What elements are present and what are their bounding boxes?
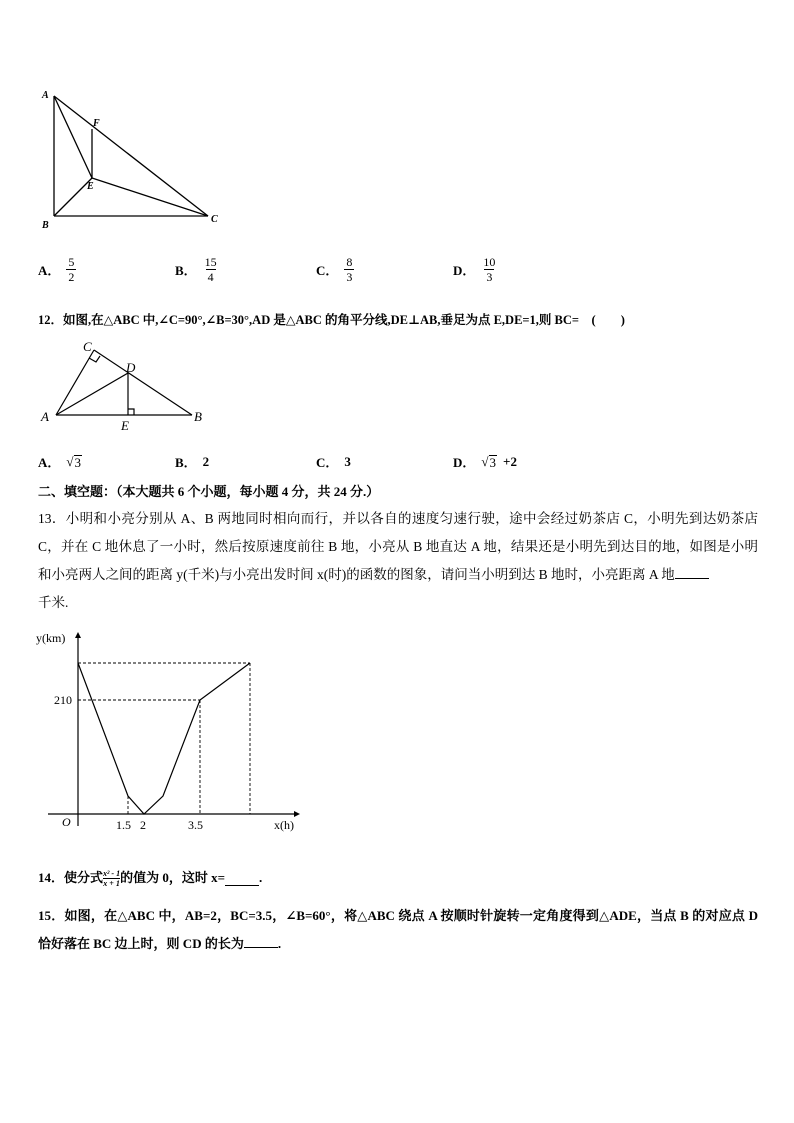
q12-option-d[interactable]: D． √ 3 +2	[453, 453, 517, 470]
q15-stem: 15．如图，在△ABC 中，AB=2，BC=3.5，∠B=60°，将△ABC 绕点 A 按顺时针旋转一定角度得到△ADE，当点 B 的对应点 D 恰好落在 BC 边上时，则 CD 的长为 .	[38, 908, 758, 951]
label-D: D	[126, 360, 136, 375]
label-F: F	[93, 118, 100, 129]
q14-stem: 14．使分式 $\frac{\text{x² - 1}}{x + 1}$ 的值为 0，这时 x= .	[38, 868, 263, 888]
tick-2: 2	[140, 818, 146, 832]
y-axis-label: y(km)	[36, 631, 66, 645]
label-B: B	[194, 409, 202, 424]
q11-option-c[interactable]: C． $\frac{8}{3}$	[316, 255, 353, 284]
q11-option-d[interactable]: D． $\frac{10}{3}$	[453, 255, 496, 284]
tick-1-5: 1.5	[116, 818, 131, 832]
label-E: E	[121, 418, 129, 433]
label-C: C	[83, 339, 92, 354]
origin-label: O	[62, 815, 71, 829]
q13-answer-blank[interactable]	[675, 578, 709, 579]
q15-answer-blank[interactable]	[244, 947, 278, 948]
q12-option-b[interactable]: B． 2	[175, 453, 210, 470]
label-A: A	[41, 409, 49, 424]
label-C: C	[211, 214, 218, 225]
section-heading: 二、填空题：（本大题共 6 个小题，每小题 4 分，共 24 分.）	[38, 484, 380, 499]
tick-3-5: 3.5	[188, 818, 203, 832]
q12-figure	[36, 338, 211, 433]
label-A: A	[42, 90, 49, 101]
q11-option-a[interactable]: A． $\frac{5}{2}$	[38, 255, 75, 284]
q12-option-a[interactable]: A． √ 3	[38, 453, 82, 470]
label-B: B	[42, 220, 49, 231]
label-E: E	[87, 181, 94, 192]
q12-option-c[interactable]: C． 3	[316, 453, 351, 470]
x-axis-label: x(h)	[274, 818, 294, 832]
q14-answer-blank[interactable]	[225, 871, 259, 886]
q13-stem: 13．小明和小亮分别从 A、B 两地同时相向而行，并以各自的速度匀速行驶，途中会经过奶茶店 C，小明先到达奶茶店 C，并在 C 地休息了一小时，然后按原速度前往 B 地，小亮从 B 地直达 A 地，结果还是小明先到达目的地，如图是小明和小亮两人之间的距离 y(千米)与小亮出发时间 x(时)的函数的图象，请问当小明到达 B 地时，小亮距离 A 地 千米.	[38, 511, 758, 610]
q12-stem: 12．如图,在△ABC 中,∠C=90°,∠B=30°,AD 是△ABC 的角平分线,DE⊥AB,垂足为点 E,DE=1,则 BC= ( )	[38, 313, 625, 327]
tick-210: 210	[54, 693, 72, 707]
q11-figure	[36, 86, 226, 236]
q11-option-b[interactable]: B． $\frac{15}{4}$	[175, 255, 217, 284]
q13-graph	[30, 626, 330, 836]
